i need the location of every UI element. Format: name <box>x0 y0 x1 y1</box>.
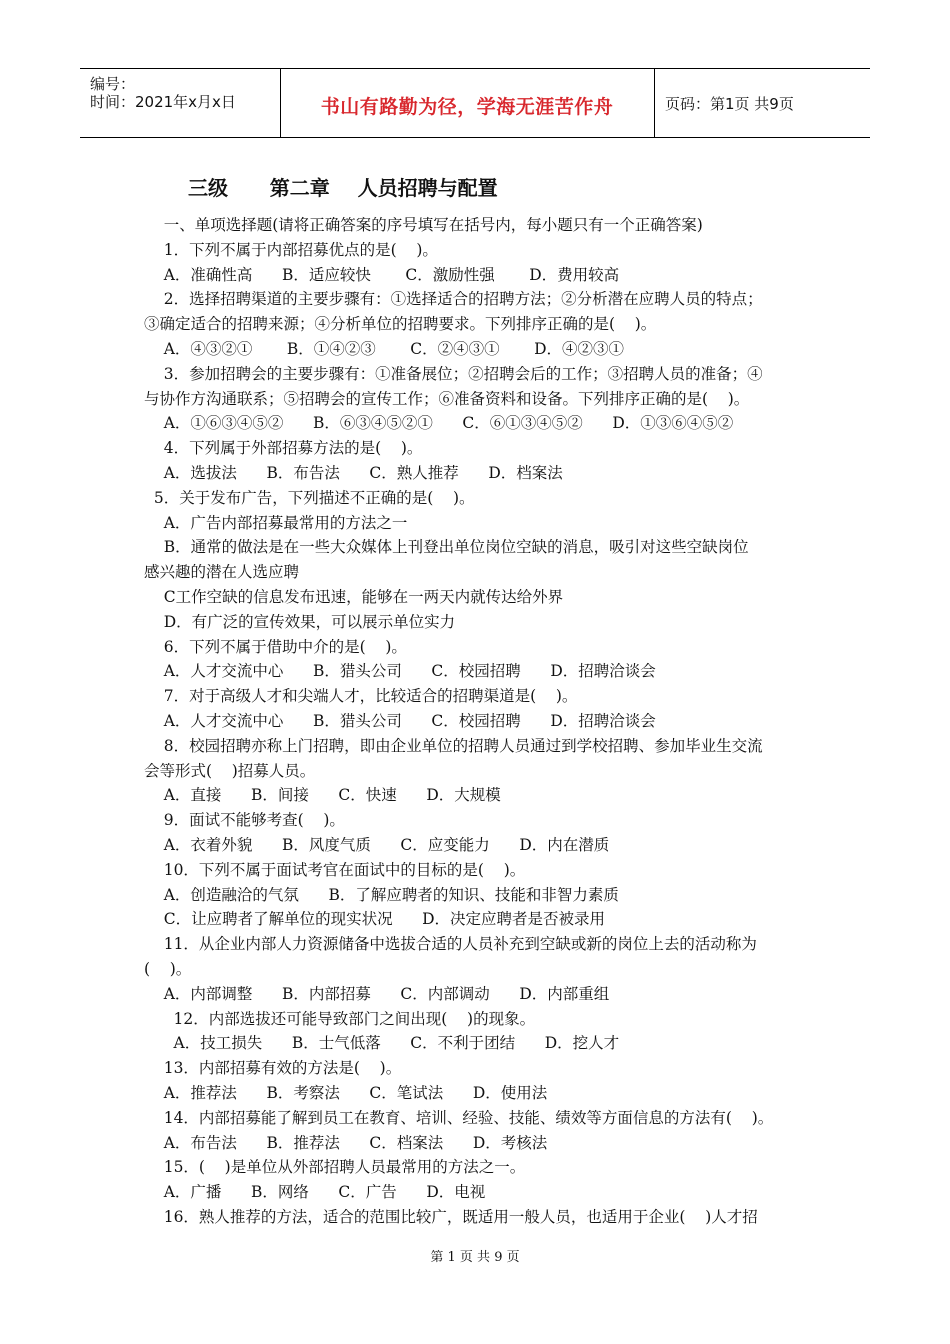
chapter-title: 三级 第二章 人员招聘与配置 <box>188 176 498 200</box>
text-line: 与协作方沟通联系；⑤招聘会的宣传工作；⑥准备资料和设备。下列排序正确的是( )。 <box>144 389 750 408</box>
text-line: 2．选择招聘渠道的主要步骤有：①选择适合的招聘方法；②分析潜在应聘人员的特点； <box>144 290 763 309</box>
text-line: 4．下列属于外部招募方法的是( )。 <box>144 439 423 458</box>
document-date-label: 时间：2021年x月x日 <box>90 93 236 111</box>
text-line: A．广告内部招募最常用的方法之一 <box>144 513 408 532</box>
text-line: A．广播 B．网络 C．广告 D．电视 <box>144 1183 486 1202</box>
text-line: D．有广泛的宣传效果，可以展示单位实力 <box>144 612 456 631</box>
text-line: A．直接 B．间接 C．快速 D．大规模 <box>144 786 501 805</box>
text-line: 会等形式( )招募人员。 <box>144 761 316 780</box>
page-footer: 第 1 页 共 9 页 <box>430 1250 520 1265</box>
text-line: A．衣着外貌 B．风度气质 C．应变能力 D．内在潜质 <box>144 836 610 854</box>
page-header <box>80 68 870 138</box>
text-line: 9．面试不能够考查( )。 <box>144 811 345 830</box>
header-motto-cell <box>280 69 655 137</box>
text-line: 7．对于高级人才和尖端人才，比较适合的招聘渠道是( )。 <box>144 687 578 706</box>
text-line: A．选拔法 B．布告法 C．熟人推荐 D．档案法 <box>144 464 563 482</box>
text-line: C．让应聘者了解单位的现实状况 D．决定应聘者是否被录用 <box>144 910 606 929</box>
text-line: 感兴趣的潜在人选应聘 <box>144 563 300 582</box>
text-line: ( )。 <box>144 960 192 978</box>
text-line: 5．关于发布广告，下列描述不正确的是( )。 <box>144 488 475 507</box>
text-line: A．人才交流中心 B．猎头公司 C．校园招聘 D．招聘洽谈会 <box>144 662 656 681</box>
text-line: 一、单项选择题(请将正确答案的序号填写在括号内，每小题只有一个正确答案) <box>144 216 703 234</box>
document-number-label: 编号： <box>90 75 136 93</box>
text-line: 6．下列不属于借助中介的是( )。 <box>144 637 407 656</box>
text-line: A．内部调整 B．内部招募 C．内部调动 D．内部重组 <box>144 984 610 1003</box>
text-line: B．通常的做法是在一些大众媒体上刊登出单位岗位空缺的消息，吸引对这些空缺岗位 <box>144 538 749 557</box>
header-meta-cell <box>80 69 281 137</box>
text-line: A．准确性高 B．适应较快 C．激励性强 D．费用较高 <box>144 265 620 284</box>
text-line: 11．从企业内部人力资源储备中选拔合适的人员补充到空缺或新的岗位上去的活动称为 <box>144 935 757 954</box>
text-line: 8．校园招聘亦称上门招聘，即由企业单位的招聘人员通过到学校招聘、参加毕业生交流 <box>144 736 763 755</box>
text-line: 15．( )是单位从外部招聘人员最常用的方法之一。 <box>144 1158 526 1177</box>
text-line: A．创造融洽的气氛 B．了解应聘者的知识、技能和非智力素质 <box>144 885 619 904</box>
text-line: A．推荐法 B．考察法 C．笔试法 D．使用法 <box>144 1084 548 1102</box>
text-line: 1．下列不属于内部招募优点的是( )。 <box>144 240 438 259</box>
text-line: 10．下列不属于面试考官在面试中的目标的是( )。 <box>144 860 526 879</box>
text-line: 14．内部招募能了解到员工在教育、培训、经验、技能、绩效等方面信息的方法有( )。 <box>144 1108 774 1127</box>
text-line: A．④③②① B．①④②③ C．②④③① D．④②③① <box>144 340 625 358</box>
text-line: 3．参加招聘会的主要步骤有：①准备展位；②招聘会后的工作；③招聘人员的准备；④ <box>144 364 763 383</box>
text-line: A．布告法 B．推荐法 C．档案法 D．考核法 <box>144 1133 548 1152</box>
text-line: A．①⑥③④⑤② B．⑥③④⑤②① C．⑥①③④⑤② D．①③⑥④⑤② <box>144 414 734 433</box>
text-line: A．人才交流中心 B．猎头公司 C．校园招聘 D．招聘洽谈会 <box>144 712 656 730</box>
header-page-info: 页码：第1页 共9页 <box>665 95 794 113</box>
text-line: ③确定适合的招聘来源；④分析单位的招聘要求。下列排序正确的是( )。 <box>144 315 657 334</box>
text-line: 13．内部招募有效的方法是( )。 <box>144 1059 402 1078</box>
header-page-cell <box>655 69 870 137</box>
text-line: 12．内部选拔还可能导致部门之间出现( )的现象。 <box>144 1009 536 1028</box>
text-line: A．技工损失 B．士气低落 C．不利于团结 D．挖人才 <box>144 1034 620 1053</box>
header-motto: 书山有路勤为径，学海无涯苦作舟 <box>320 96 614 118</box>
text-line: C工作空缺的信息发布迅速，能够在一两天内就传达给外界 <box>144 588 564 606</box>
text-line: 16．熟人推荐的方法，适合的范围比较广，既适用一般人员，也适用于企业( )人才招 <box>144 1208 758 1226</box>
